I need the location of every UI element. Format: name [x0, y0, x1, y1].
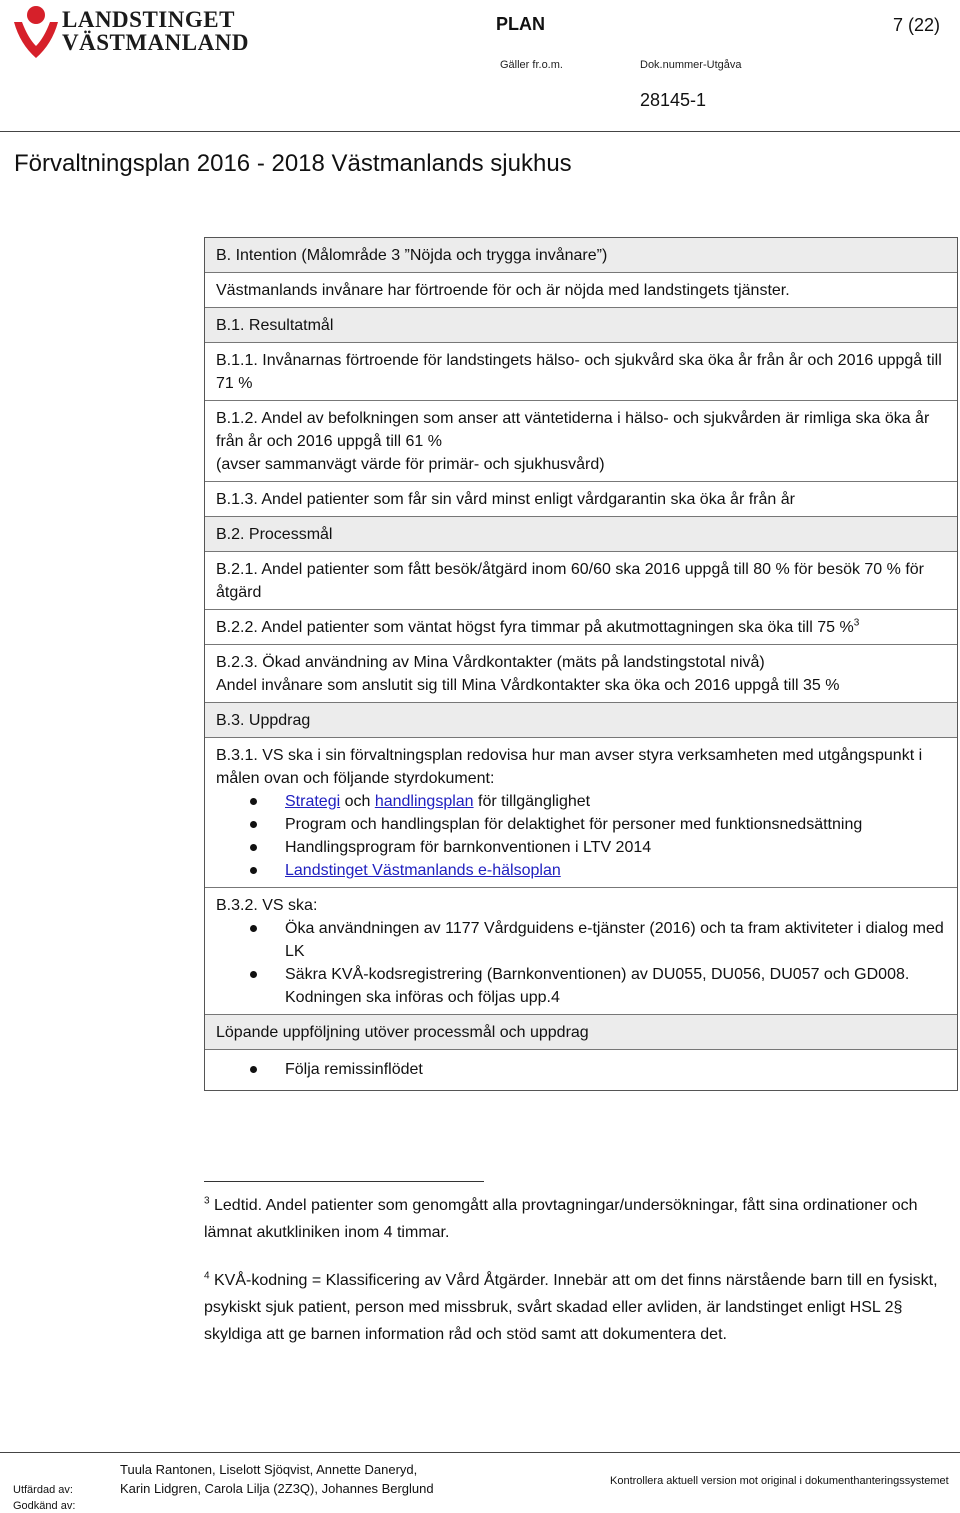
- page-title: Förvaltningsplan 2016 - 2018 Västmanlands sjukhus: [14, 150, 572, 177]
- footnote-3: $^3$ Ledtid. Andel patienter som genomgått alla provtagningar/undersökningar, fått sina ordinationer och lämnat akutkliniken inom 4 timmar.: [204, 1195, 918, 1241]
- table-row: [205, 1050, 957, 1090]
- table-row: B.3. Uppdrag: [205, 703, 957, 738]
- table-row: B.2. Processmål: [205, 517, 957, 552]
- footnote-4: $^4$ KVÅ-kodning = Klassificering av Vård Åtgärder. Innebär att om det finns närstående barn till en fysiskt, psykiskt sjuk patient, person med missbruk, svårt skadad eller avliden, är landstinget enligt HSL 2§ skyldiga att ge barnen information råd och stöd samt att dokumentera det.: [204, 1270, 938, 1343]
- doc-type: PLAN: [496, 14, 545, 34]
- valid-from-label: Gäller fr.o.m.: [500, 59, 563, 71]
- list-item: Strategi och handlingsplan för tillgänglighet: [216, 790, 947, 813]
- footer-names: Tuula Rantonen, Liselott Sjöqvist, Annette Daneryd, Karin Lidgren, Carola Lilja (2Z3Q), Johannes Berglund: [120, 1462, 434, 1496]
- list-item: Följa remissinflödet: [216, 1058, 947, 1081]
- table-row: B.2.1. Andel patienter som fått besök/åtgärd inom 60/60 ska 2016 uppgå till 80 % för besök 70 % för åtgärd: [205, 552, 957, 610]
- list-item: Säkra KVÅ-kodsregistrering (Barnkonventionen) av DU055, DU056, DU057 och GD008. Kodningen ska införas och följas upp.4: [216, 963, 947, 1009]
- table-row: B.3.2. VS ska: Öka användningen av 1177 Vårdguidens e-tjänster (2016) och ta fram aktiviteter i dialog med LK Säkra KVÅ-kodsregistrering (Barnkonventionen) av DU055, DU056, DU057 och GD008. Kodningen ska införas och följas upp.4: [205, 888, 957, 1015]
- handlingsplan-link[interactable]: handlingsplan: [374, 793, 474, 810]
- doc-number: 28145-1: [640, 90, 707, 110]
- table-row: B.3.1. VS ska i sin förvaltningsplan redovisa hur man avser styra verksamheten med utgångspunkt i målen ovan och följande styrdokument: Strategi och handlingsplan för tillgänglighet Program och handlingsplan för delaktighet för personer med funktionsnedsättning Handlingsprogram för barnkonventionen i LTV 2014 Landstinget Västmanlands e-hälsoplan: [205, 738, 957, 888]
- docno-label: Dok.nummer-Utgåva: [640, 59, 742, 71]
- version-notice: Kontrollera aktuell version mot original i dokumenthanteringssystemet: [610, 1475, 949, 1487]
- table-row: B. Intention (Målområde 3 ”Nöjda och trygga invånare”): [205, 238, 957, 273]
- table-row: B.2.2. Andel patienter som väntat högst fyra timmar på akutmottagningen ska öka till 75 %$^3$: [205, 610, 957, 645]
- table-row: B.1.3. Andel patienter som får sin vård minst enligt vårdgarantin ska öka år från år: [205, 482, 957, 517]
- table-row: B.1. Resultatmål: [205, 308, 957, 343]
- table-row: Löpande uppföljning utöver processmål och uppdrag: [205, 1015, 957, 1050]
- list-item: [216, 859, 947, 882]
- table-row: B.2.3. Ökad användning av Mina Vårdkontakter (mäts på landstingstotal nivå) Andel invånare som anslutit sig till Mina Vårdkontakter ska öka och 2016 uppgå till 35 %: [205, 645, 957, 703]
- footer-divider: [0, 1452, 960, 1453]
- page-number: 7 (22): [893, 15, 941, 35]
- issued-label: Utfärdad av:: [13, 1484, 73, 1496]
- strategi-link[interactable]: Strategi: [285, 793, 341, 810]
- approved-label: Godkänd av:: [13, 1500, 76, 1512]
- footnote-separator: [204, 1181, 484, 1182]
- styrdokument-list: [216, 790, 947, 882]
- table-row: B.1.1. Invånarnas förtroende för landstingets hälso- och sjukvård ska öka år från år och 2016 uppgå till 71 %: [205, 343, 957, 401]
- vs-ska-list: [216, 917, 947, 1009]
- list-item: Handlingsprogram för barnkonventionen i LTV 2014: [216, 836, 947, 859]
- list-item: Öka användningen av 1177 Vårdguidens e-tjänster (2016) och ta fram aktiviteter i dialog med LK: [216, 917, 947, 963]
- plan-table: [204, 237, 958, 1091]
- ehalsoplan-link[interactable]: Landstinget Västmanlands e-hälsoplan: [285, 862, 561, 879]
- logo-emblem-icon: [10, 4, 62, 60]
- table-row: Västmanlands invånare har förtroende för och är nöjda med landstingets tjänster.: [205, 273, 957, 308]
- list-item: Program och handlingsplan för delaktighet för personer med funktionsnedsättning: [216, 813, 947, 836]
- footnote-ref[interactable]: 3: [853, 617, 860, 629]
- header-divider: [0, 131, 960, 132]
- table-row: B.1.2. Andel av befolkningen som anser att väntetiderna i hälso- och sjukvården är rimliga ska öka år från år och 2016 uppgå till 61 % (avser sammanvägt värde för primär- och sjukhusvård): [205, 401, 957, 482]
- logo-wordmark: LANDSTINGET VÄSTMANLAND: [62, 7, 249, 55]
